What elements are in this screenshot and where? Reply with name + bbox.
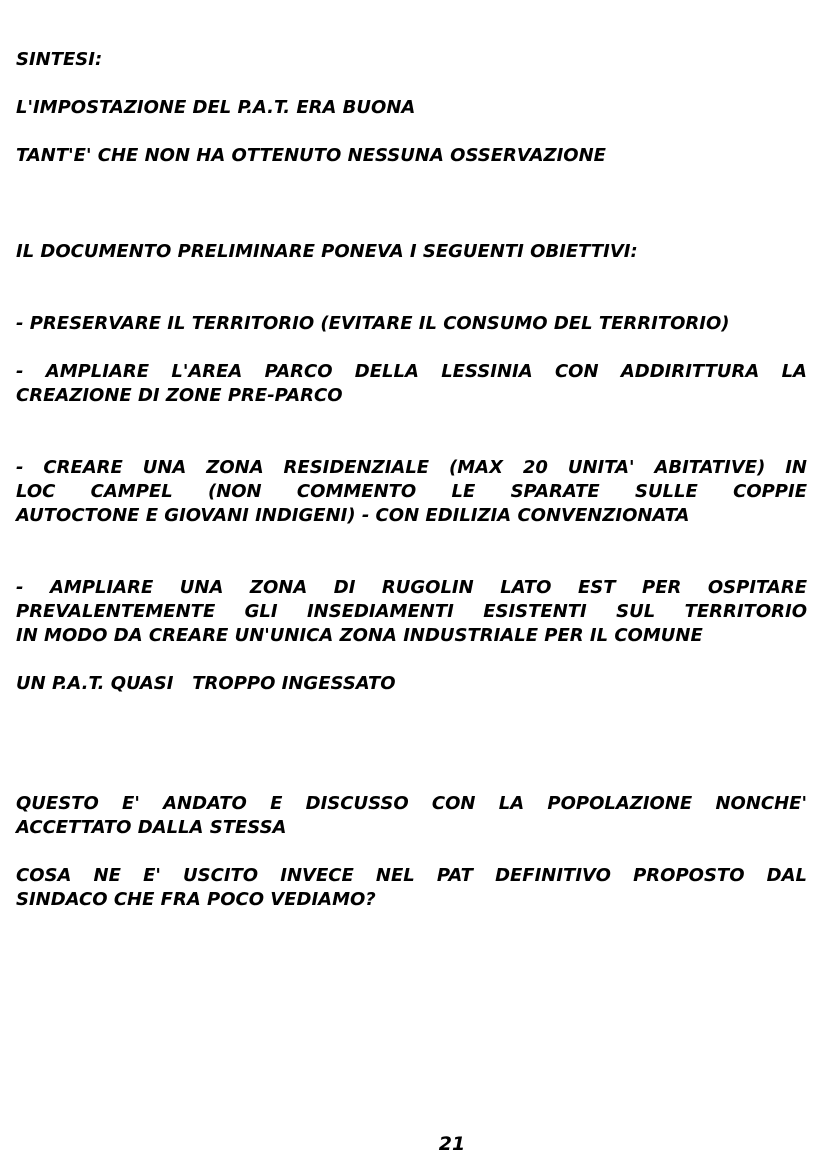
objective-4-line-3: IN MODO DA CREARE UN'UNICA ZONA INDUSTRIALE PER IL COMUNE [16, 625, 703, 646]
objective-3-line-2: LOC CAMPEL (NON COMMENTO LE SPARATE SULLE COPPIE [16, 481, 807, 502]
question-line-1: COSA NE E' USCITO INVECE NEL PAT DEFINITIVO PROPOSTO DAL [16, 865, 807, 886]
objective-2-line-1: - AMPLIARE L'AREA PARCO DELLA LESSINIA CON ADDIRITTURA LA [16, 361, 807, 382]
objectives-intro: IL DOCUMENTO PRELIMINARE PONEVA I SEGUENTI OBIETTIVI: [16, 241, 638, 262]
summary-line-1: L'IMPOSTAZIONE DEL P.A.T. ERA BUONA [16, 97, 416, 118]
objective-4-line-1: - AMPLIARE UNA ZONA DI RUGOLIN LATO EST PER OSPITARE [16, 577, 807, 598]
discussion-line-1: QUESTO E' ANDATO E DISCUSSO CON LA POPOLAZIONE NONCHE' [16, 793, 807, 814]
objective-3-line-3: AUTOCTONE E GIOVANI INDIGENI) - CON EDILIZIA CONVENZIONATA [16, 505, 690, 526]
objective-2-line-2: CREAZIONE DI ZONE PRE-PARCO [16, 385, 343, 406]
pat-note: UN P.A.T. QUASI TROPPO INGESSATO [16, 673, 396, 694]
heading-sintesi: SINTESI: [16, 49, 103, 70]
objective-3-line-1: - CREARE UNA ZONA RESIDENZIALE (MAX 20 UNITA' ABITATIVE) IN [16, 457, 807, 478]
discussion-line-2: ACCETTATO DALLA STESSA [16, 817, 287, 838]
summary-line-2: TANT'E' CHE NON HA OTTENUTO NESSUNA OSSERVAZIONE [16, 145, 606, 166]
question-line-2: SINDACO CHE FRA POCO VEDIAMO? [16, 889, 376, 910]
objective-4-line-2: PREVALENTEMENTE GLI INSEDIAMENTI ESISTENTI SUL TERRITORIO [16, 601, 807, 622]
page-number: 21 [438, 1133, 466, 1155]
objective-1: - PRESERVARE IL TERRITORIO (EVITARE IL CONSUMO DEL TERRITORIO) [16, 313, 730, 334]
